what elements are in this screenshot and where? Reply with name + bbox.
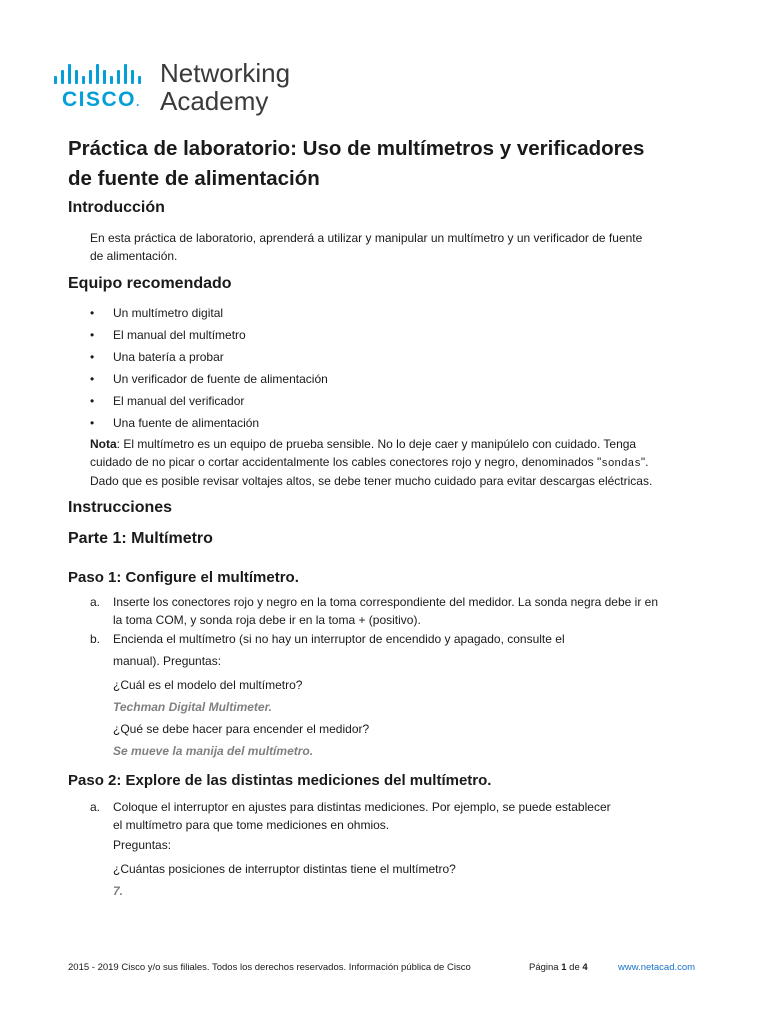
step1-b-line-2: manual). Preguntas:	[113, 654, 222, 668]
instructions-heading: Instrucciones	[68, 499, 173, 516]
equipment-list	[90, 304, 690, 436]
footer-copyright: 2015 - 2019 Cisco y/o sus filiales. Todos los derechos reservados. Información pública de Cisco	[68, 962, 471, 973]
step1-a-line-1: Inserte los conectores rojo y negro en la toma correspondiente del medidor. La sonda negra debe ir en	[113, 595, 659, 609]
step2-a-line-2: el multímetro para que tome mediciones en ohmios.	[113, 818, 390, 832]
sondas-term: sondas	[601, 457, 641, 470]
intro-line-1: En esta práctica de laboratorio, aprenderá a utilizar y manipular un multímetro y un verificador de fuente	[90, 231, 643, 245]
note-line-2: cuidado de no picar o cortar accidentalmente los cables conectores rojo y negro, denominados "sondas".	[90, 454, 649, 470]
answer-power-on: Se mueve la manija del multímetro.	[113, 744, 314, 758]
answer-switch-positions: 7.	[113, 884, 124, 898]
cisco-wordmark: CISCO.	[62, 88, 140, 111]
title-line-1: Práctica de laboratorio: Uso de multímetros y verificadores	[68, 137, 645, 160]
list-item: • El manual del verificador	[90, 394, 245, 408]
list-item: • El manual del multímetro	[90, 328, 246, 342]
item-label: a.	[90, 595, 101, 609]
intro-paragraph	[90, 229, 710, 265]
step1-b-line-1: Encienda el multímetro (si no hay un interruptor de encendido y apagado, consulte el	[113, 632, 565, 646]
question-switch-positions: ¿Cuántas posiciones de interruptor distintas tiene el multímetro?	[113, 862, 456, 876]
item-label: b.	[90, 632, 101, 646]
footer-url-link[interactable]: www.netacad.com	[618, 962, 696, 973]
cisco-networking-academy-logo	[50, 58, 310, 120]
step2-a-line-3: Preguntas:	[113, 838, 172, 852]
step2-a-line-1: Coloque el interruptor en ajustes para distintas mediciones. Por ejemplo, se puede establecer	[113, 800, 611, 814]
question-model: ¿Cuál es el modelo del multímetro?	[113, 678, 303, 692]
list-item: • Una batería a probar	[90, 350, 224, 364]
note-line-1: Nota: El multímetro es un equipo de prueba sensible. No lo deje caer y manipúlelo con cuidado. Tenga	[90, 437, 637, 451]
answer-model: Techman Digital Multimeter.	[113, 700, 272, 714]
list-item: • Un multímetro digital	[90, 306, 224, 320]
item-label: a.	[90, 800, 101, 814]
step2-heading: Paso 2: Explore de las distintas mediciones del multímetro.	[68, 772, 492, 789]
note-line-3: Dado que es posible revisar voltajes altos, se debe tener mucho cuidado para evitar descargas eléctricas.	[90, 474, 653, 488]
question-power-on: ¿Qué se debe hacer para encender el medidor?	[113, 722, 370, 736]
step1-a-line-2: la toma COM, y sonda roja debe ir en la toma + (positivo).	[113, 613, 421, 627]
step1-heading: Paso 1: Configure el multímetro.	[68, 569, 299, 586]
footer-page-number: Página 1 de 4	[529, 962, 588, 973]
safety-note	[90, 436, 710, 491]
intro-heading: Introducción	[68, 199, 165, 216]
part1-heading: Parte 1: Multímetro	[68, 530, 213, 547]
note-label: Nota	[90, 437, 117, 451]
brand-line-academy: Academy	[160, 86, 269, 116]
list-item: • Una fuente de alimentación	[90, 416, 260, 430]
intro-line-2: de alimentación.	[90, 249, 178, 263]
document-title	[68, 134, 708, 194]
equipment-heading: Equipo recomendado	[68, 275, 232, 292]
cisco-bridge-bars-icon	[52, 62, 148, 84]
brand-line-networking: Networking	[160, 58, 291, 88]
list-item: • Un verificador de fuente de alimentación	[90, 372, 328, 386]
title-line-2: de fuente de alimentación	[68, 167, 320, 190]
